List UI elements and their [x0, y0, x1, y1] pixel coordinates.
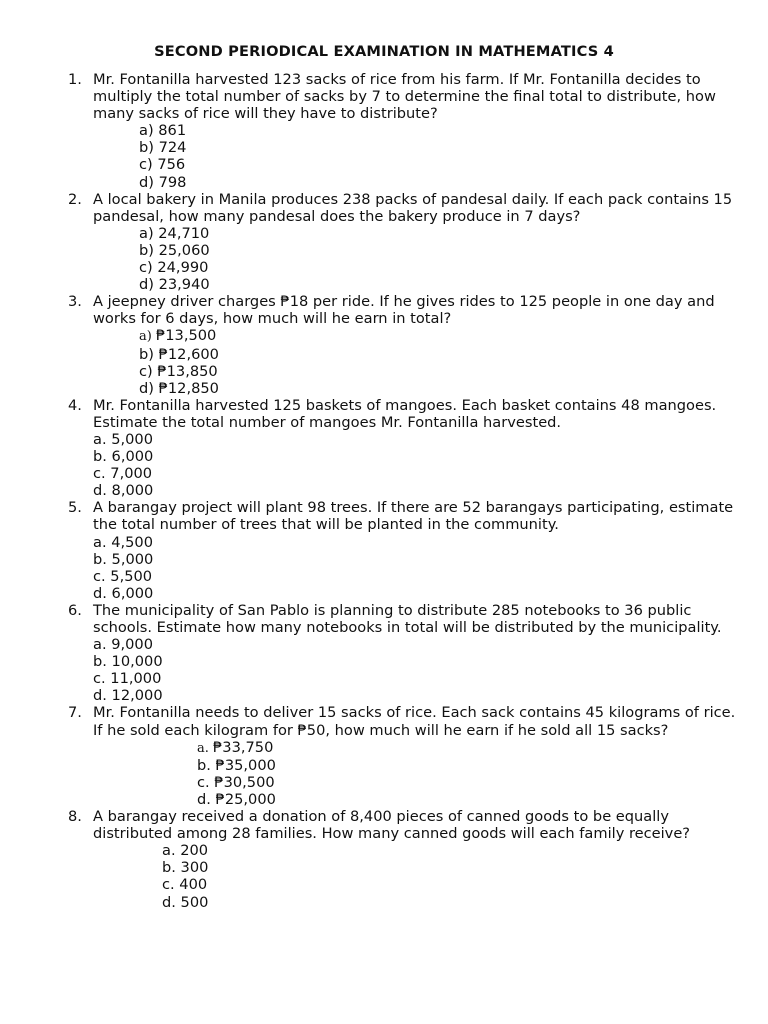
- option-a: [139, 327, 738, 345]
- option-letter: a.: [197, 740, 214, 756]
- question-7: [68, 704, 738, 808]
- answer-options: [93, 636, 738, 704]
- question-text: A barangay project will plant 98 trees. If there are 52 barangays participating, estimate the total number of trees that will be planted in the community.: [93, 499, 734, 534]
- question-text: The municipality of San Pablo is planning to distribute 285 notebooks to 36 public schools. Estimate how many notebooks in total will be distributed by the municipality.: [93, 601, 722, 636]
- option-c: c. 5,500: [93, 567, 153, 585]
- question-number: 6.: [68, 601, 82, 619]
- question-number: 7.: [68, 704, 82, 722]
- option-c: c. 400: [162, 876, 208, 894]
- question-text: Mr. Fontanilla harvested 125 baskets of mangoes. Each basket contains 48 mangoes. Estimate the total number of mangoes Mr. Fontanilla harvested.: [93, 396, 717, 431]
- answer-options: [93, 739, 738, 808]
- answer-options: [93, 842, 738, 910]
- option-b: b. 6,000: [93, 448, 154, 466]
- question-5: [68, 499, 738, 602]
- question-list: [68, 71, 738, 911]
- option-c: c) 24,990: [139, 259, 209, 277]
- question-text: Mr. Fontanilla harvested 123 sacks of rice from his farm. If Mr. Fontanilla decides to multiply the total number of sacks by 7 to determine the final total to distribute, how many sacks of rice will they have to distribute?: [93, 71, 716, 123]
- question-text: A jeepney driver charges ₱18 per ride. If he gives rides to 125 people in one day and works for 6 days, how much will he earn in total?: [93, 293, 715, 328]
- question-text: A barangay received a donation of 8,400 pieces of canned goods to be equally distributed among 28 families. How many canned goods will each family receive?: [93, 808, 691, 843]
- option-d: d) 23,940: [139, 276, 210, 294]
- option-a: a) 24,710: [139, 224, 210, 242]
- option-c: c) 756: [139, 156, 186, 174]
- option-c: c. 7,000: [93, 465, 153, 483]
- option-d: d. 8,000: [93, 482, 154, 500]
- answer-options: [93, 431, 738, 499]
- question-3: [68, 293, 738, 397]
- option-c: c. ₱30,500: [197, 773, 275, 791]
- question-1: [68, 71, 738, 191]
- option-a: a. 4,500: [93, 533, 153, 551]
- answer-options: [93, 225, 738, 293]
- option-b: b. ₱35,000: [197, 756, 276, 774]
- answer-options: [93, 534, 738, 602]
- option-a: a) 861: [139, 122, 187, 140]
- option-d: d. 12,000: [93, 687, 163, 705]
- option-d: d. 500: [162, 893, 209, 911]
- question-number: 8.: [68, 808, 82, 826]
- option-value: ₱13,500: [155, 327, 217, 345]
- question-text: Mr. Fontanilla needs to deliver 15 sacks of rice. Each sack contains 45 kilograms of rice. If he sold each kilogram for ₱50, how much will he earn if he sold all 15 sacks?: [93, 704, 736, 739]
- option-c: c. 11,000: [93, 670, 162, 688]
- option-a: a. 5,000: [93, 430, 153, 448]
- exam-title: SECOND PERIODICAL EXAMINATION IN MATHEMATICS 4: [154, 43, 614, 60]
- question-number: 1.: [68, 71, 82, 88]
- option-a: [197, 739, 738, 757]
- answer-options: [93, 327, 738, 396]
- question-6: [68, 602, 738, 705]
- answer-options: [93, 122, 738, 190]
- question-number: 5.: [68, 499, 82, 517]
- option-d: d) ₱12,850: [139, 379, 219, 397]
- option-a: a. 200: [162, 842, 209, 860]
- option-b: b. 300: [162, 859, 209, 877]
- option-b: b. 5,000: [93, 550, 154, 568]
- option-b: b) 25,060: [139, 241, 210, 259]
- question-number: 3.: [68, 293, 82, 311]
- option-c: c) ₱13,850: [139, 362, 218, 380]
- question-number: 2.: [68, 190, 82, 208]
- question-number: 4.: [68, 396, 82, 414]
- question-8: [68, 808, 738, 911]
- option-d: d) 798: [139, 173, 187, 191]
- option-b: b) 724: [139, 139, 187, 157]
- option-d: d. 6,000: [93, 584, 154, 602]
- question-4: [68, 397, 738, 500]
- option-letter: a): [139, 329, 156, 345]
- option-d: d. ₱25,000: [197, 790, 276, 808]
- option-value: ₱33,750: [213, 738, 274, 756]
- question-2: [68, 191, 738, 294]
- option-b: b. 10,000: [93, 653, 163, 671]
- option-b: b) ₱12,600: [139, 345, 219, 363]
- question-text: A local bakery in Manila produces 238 packs of pandesal daily. If each pack contains 15 pandesal, how many pandesal does the bakery produce in 7 days?: [93, 190, 733, 225]
- option-a: a. 9,000: [93, 636, 153, 654]
